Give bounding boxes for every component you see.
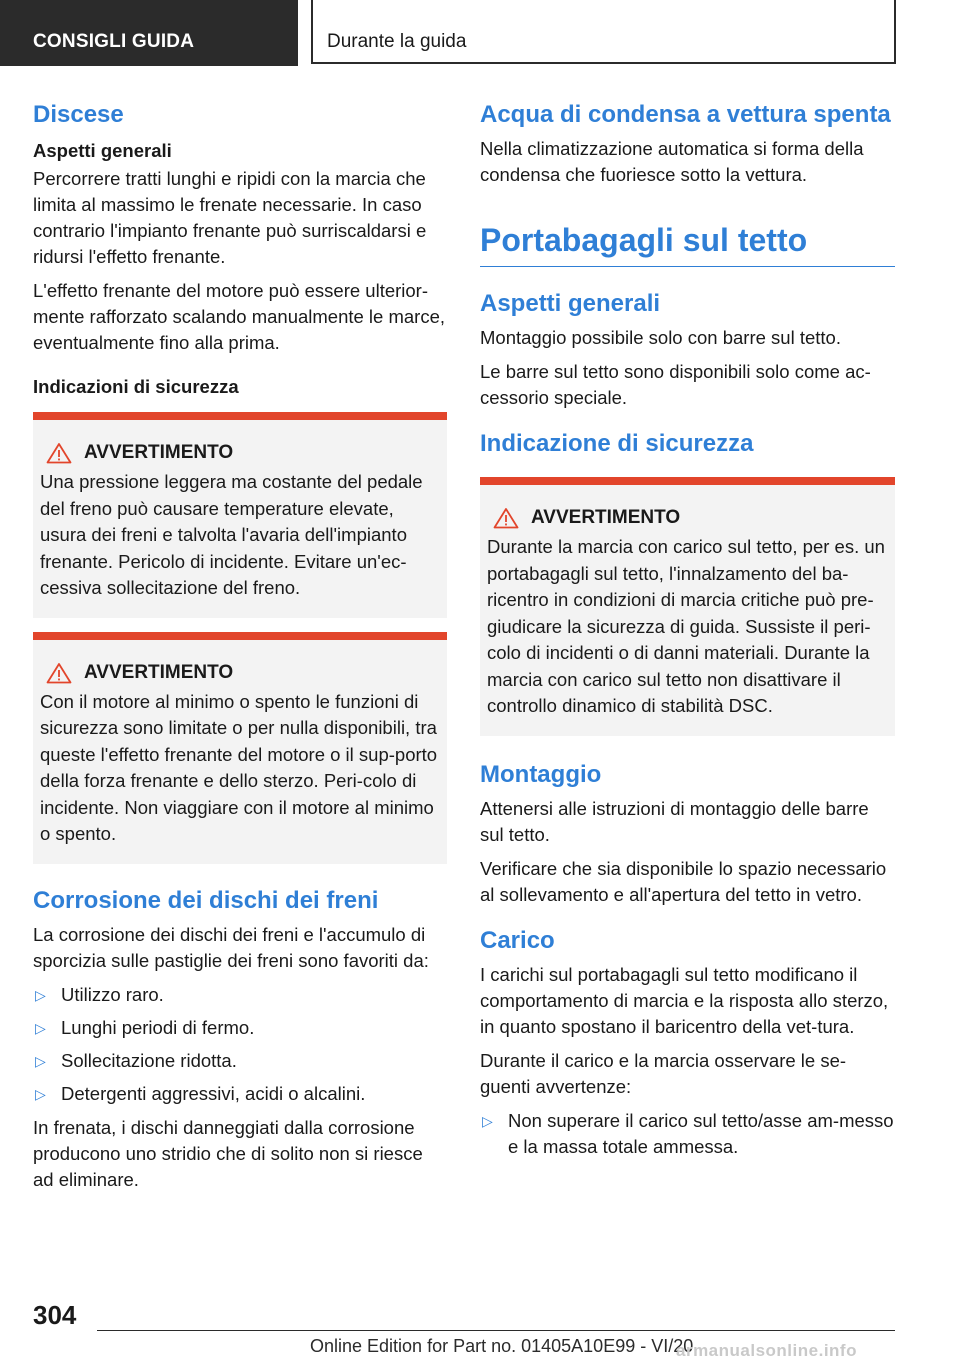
warning-title: AVVERTIMENTO	[531, 507, 681, 528]
warning-triangle-icon	[493, 507, 519, 529]
warning-title: AVVERTIMENTO	[84, 442, 234, 463]
paragraph: Percorrere tratti lunghi e ripidi con la marcia che limita al massimo le frenate necessarie. In caso contrario l'impianto frenante può surriscaldarsi e ridursi l'effetto frenante.	[33, 168, 427, 267]
page-header	[0, 0, 960, 66]
warning-heading	[40, 440, 439, 466]
paragraph: Attenersi alle istruzioni di montaggio delle barre sul tetto.	[480, 797, 869, 845]
paragraph: Verificare che sia disponibile lo spazio necessario al sollevamento e all'apertura del tetto in vetro.	[480, 857, 887, 905]
warning-box	[480, 477, 895, 736]
paragraph: Nella climatizzazione automatica si forma della condensa che fuoriesce sotto la vettura.	[480, 138, 864, 185]
paragraph: In frenata, i dischi danneggiati dalla corrosione producono uno stridio che di solito non si riesce ad eliminare.	[33, 1116, 423, 1190]
triangle-right-icon: ▷	[35, 986, 46, 1003]
warning-box	[33, 412, 447, 618]
list-item: ▷ Lunghi periodi di fermo.	[33, 1015, 447, 1041]
heading-portabagagli: Portabagagli sul tetto	[480, 220, 895, 267]
triangle-right-icon: ▷	[482, 1112, 493, 1129]
triangle-right-icon: ▷	[35, 1019, 46, 1036]
heading-indicazioni-sicurezza: Indicazioni di sicurezza	[33, 376, 239, 397]
page-number: 304	[33, 1300, 77, 1330]
paragraph: La corrosione dei dischi dei freni e l'accumulo di sporcizia sulle pastiglie dei freni sono favoriti da:	[33, 923, 429, 971]
heading-aspetti-generali: Aspetti generali	[33, 140, 172, 161]
heading-discese: Discese	[33, 101, 124, 128]
heading-carico: Carico	[480, 926, 555, 954]
warning-triangle-icon	[46, 662, 72, 684]
watermark: armanualsonline.info	[676, 1341, 857, 1360]
paragraph: Le barre sul tetto sono disponibili solo come ac-cessorio speciale.	[480, 361, 871, 408]
warning-text: Durante la marcia con carico sul tetto, per es. un portabagagli sul tetto, l'innalzamento del ba-ricentro in condizioni di marcia critiche può pre-giudicare la sicurezza di guida. Sussiste il peri-colo di incidenti o di danni materiali. Durante la marcia con carico sul tetto non disattivare il controllo dinamico di stabilità DSC.	[487, 536, 885, 716]
bullet-list	[480, 1108, 895, 1160]
warning-heading	[487, 505, 887, 531]
section-tab: CONSIGLI GUIDA	[0, 0, 298, 66]
list-item: ▷ Sollecitazione ridotta.	[33, 1048, 447, 1074]
warning-heading	[40, 660, 439, 686]
chapter-title: Durante la guida	[311, 0, 896, 64]
list-item: ▷ Detergenti aggressivi, acidi o alcalini.	[33, 1081, 447, 1107]
footer-divider	[97, 1330, 895, 1331]
heading-acqua-condensa: Acqua di condensa a vettura spenta	[480, 101, 891, 128]
paragraph: L'effetto frenante del motore può essere ulterior-mente rafforzato scalando manualmente le marce, eventualmente fino alla prima.	[33, 280, 446, 353]
warning-text: Una pressione leggera ma costante del pedale del freno può causare temperature elevate, usura dei freni e talvolta l'avaria dell'impianto frenante. Pericolo di incidente. Evitare un'ec-cessiva sollecitazione del freno.	[40, 471, 423, 598]
heading-indicazione-sicurezza: Indicazione di sicurezza	[480, 430, 754, 457]
warning-text: Con il motore al minimo o spento le funzioni di sicurezza sono limitate o per nulla disponibili, tra queste l'effetto frenante del motore o il sup-porto della forza frenante e dello sterzo. Peri-colo di incidente. Non viaggiare con il motore al minimo o spento.	[40, 690, 438, 844]
warning-triangle-icon	[46, 442, 72, 464]
triangle-right-icon: ▷	[35, 1052, 46, 1069]
left-column	[33, 100, 447, 1201]
list-item: ▷ Utilizzo raro.	[33, 982, 447, 1008]
heading-aspetti-generali: Aspetti generali	[480, 290, 661, 317]
edition-info: Online Edition for Part no. 01405A10E99 - VI/20	[310, 1336, 694, 1356]
triangle-right-icon: ▷	[35, 1085, 46, 1102]
paragraph: Montaggio possibile solo con barre sul tetto.	[480, 327, 841, 348]
warning-box	[33, 632, 447, 864]
heading-corrosione: Corrosione dei dischi dei freni	[33, 886, 379, 914]
right-column	[480, 100, 895, 1168]
paragraph: I carichi sul portabagagli sul tetto modificano il comportamento di marcia e la risposta allo sterzo, in quanto spostano il baricentro della vet-tura.	[480, 963, 889, 1037]
paragraph: Durante il carico e la marcia osservare le se-guenti avvertenze:	[480, 1049, 847, 1097]
list-item: ▷ Non superare il carico sul tetto/asse am-messo e la massa totale ammessa.	[482, 1109, 894, 1157]
heading-montaggio: Montaggio	[480, 760, 602, 788]
bullet-list	[33, 982, 447, 1107]
warning-title: AVVERTIMENTO	[84, 661, 234, 683]
